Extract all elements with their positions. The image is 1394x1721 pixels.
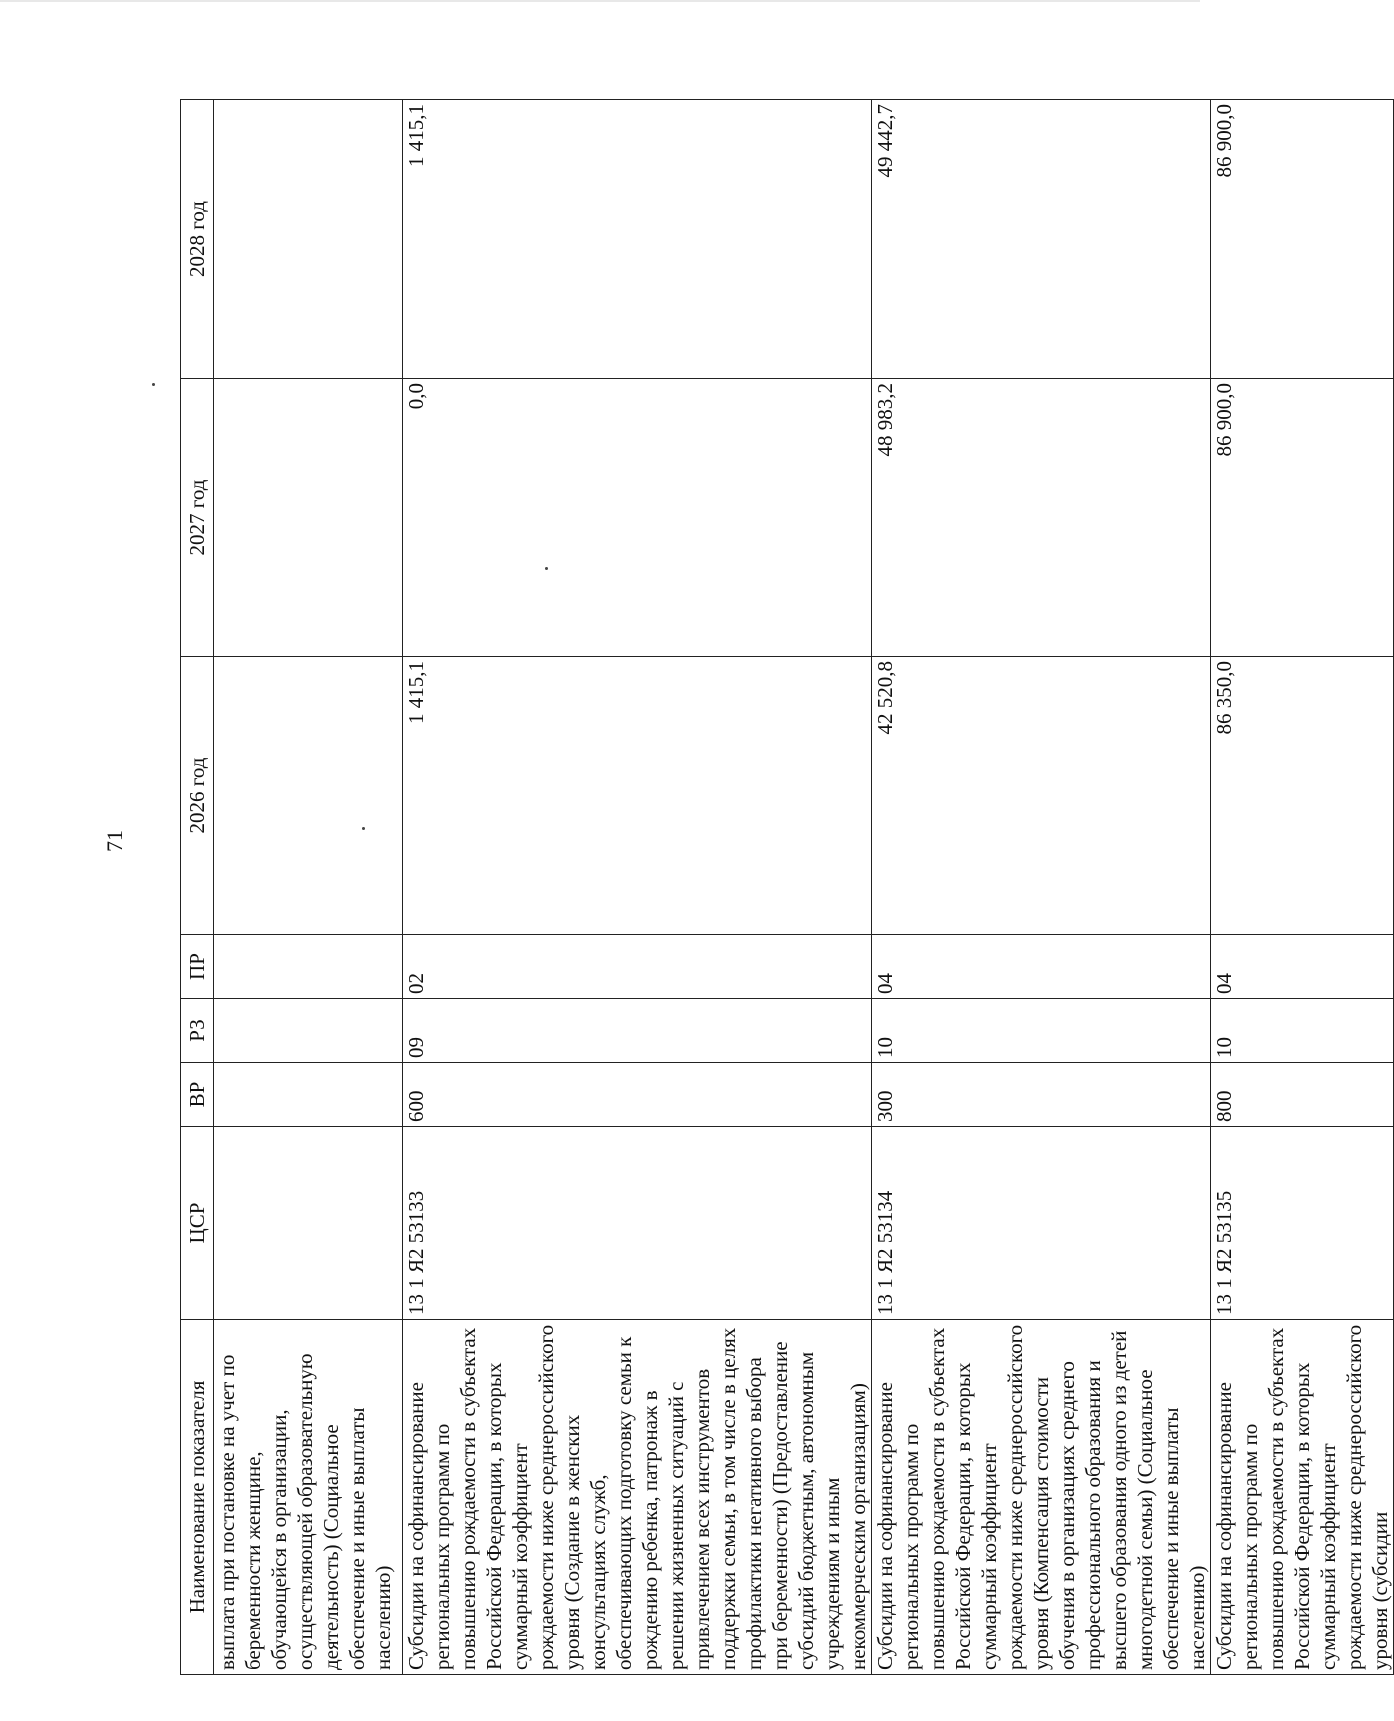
scan-speck [152, 383, 155, 386]
row-2028: 49 442,7 [872, 100, 1211, 379]
table-row [872, 100, 1211, 1675]
row-2027: 48 983,2 [872, 379, 1211, 657]
row-name: Субсидии на софинансирование региональных программ по повышению рождаемости в субъектах Российской Федерации, в которых суммарный коэффициент рождаемости ниже среднероссийского уровня (Создание в женских консультациях служб, обеспечивающих подготовку семьи к рождению ребенка, патронаж в решении жизненных ситуаций с привлечением всех инструментов поддержки семьи, в том числе в целях профилактики негативного выбора при беременности) (Предоставление субсидий бюджетным, автономным учреждениям и иным некоммерческим организациям) [403, 1320, 872, 1675]
budget-table [180, 99, 1394, 1675]
row-rz: 09 [403, 999, 872, 1063]
table-sheet [180, 100, 1392, 1675]
row-rz: 10 [1211, 999, 1394, 1063]
header-name: Наименование показателя [181, 1320, 214, 1675]
header-pr: ПР [181, 935, 214, 999]
rotated-table-frame [180, 100, 1392, 1675]
row-2028: 1 415,1 [403, 100, 872, 379]
header-csr: ЦСР [181, 1127, 214, 1320]
row-2026: 1 415,1 [403, 657, 872, 935]
row-2027: 0,0 [403, 379, 872, 657]
row-rz: 10 [872, 999, 1211, 1063]
row-2026: 86 350,0 [1211, 657, 1394, 935]
header-2028: 2028 год [181, 100, 214, 379]
header-row [181, 100, 214, 1675]
header-vr: ВР [181, 1063, 214, 1127]
row-vr: 800 [1211, 1063, 1394, 1127]
row-vr: 600 [403, 1063, 872, 1127]
row-name: выплата при постановке на учет по беременности женщине, обучающейся в организации, осуществляющей образовательную деятельность) (Социальное обеспечение и иные выплаты населению) [214, 1320, 403, 1675]
row-2028 [214, 100, 403, 379]
row-csr [214, 1127, 403, 1320]
row-csr: 13 1 Я2 53134 [872, 1127, 1211, 1320]
page-number: 71 [102, 830, 127, 852]
table-row [214, 100, 403, 1675]
table-row [403, 100, 872, 1675]
row-vr: 300 [872, 1063, 1211, 1127]
table-row [1211, 100, 1394, 1675]
row-vr [214, 1063, 403, 1127]
scan-edge [0, 0, 1200, 2]
row-pr [214, 935, 403, 999]
row-pr: 02 [403, 935, 872, 999]
row-pr: 04 [872, 935, 1211, 999]
row-csr: 13 1 Я2 53133 [403, 1127, 872, 1320]
row-2028: 86 900,0 [1211, 100, 1394, 379]
row-2027 [214, 379, 403, 657]
header-2027: 2027 год [181, 379, 214, 657]
row-2026 [214, 657, 403, 935]
row-2027: 86 900,0 [1211, 379, 1394, 657]
row-pr: 04 [1211, 935, 1394, 999]
header-2026: 2026 год [181, 657, 214, 935]
row-name: Субсидии на софинансирование региональных программ по повышению рождаемости в субъектах Российской Федерации, в которых суммарный коэффициент рождаемости ниже среднероссийского уровня (субсидии [1211, 1320, 1394, 1675]
row-name: Субсидии на софинансирование региональных программ по повышению рождаемости в субъектах Российской Федерации, в которых суммарный коэффициент рождаемости ниже среднероссийского уровня (Компенсация стоимости обучения в организациях среднего профессионального образования и высшего образования одного из детей многодетной семьи) (Социальное обеспечение и иные выплаты населению) [872, 1320, 1211, 1675]
row-2026: 42 520,8 [872, 657, 1211, 935]
row-csr: 13 1 Я2 53135 [1211, 1127, 1394, 1320]
header-rz: РЗ [181, 999, 214, 1063]
row-rz [214, 999, 403, 1063]
